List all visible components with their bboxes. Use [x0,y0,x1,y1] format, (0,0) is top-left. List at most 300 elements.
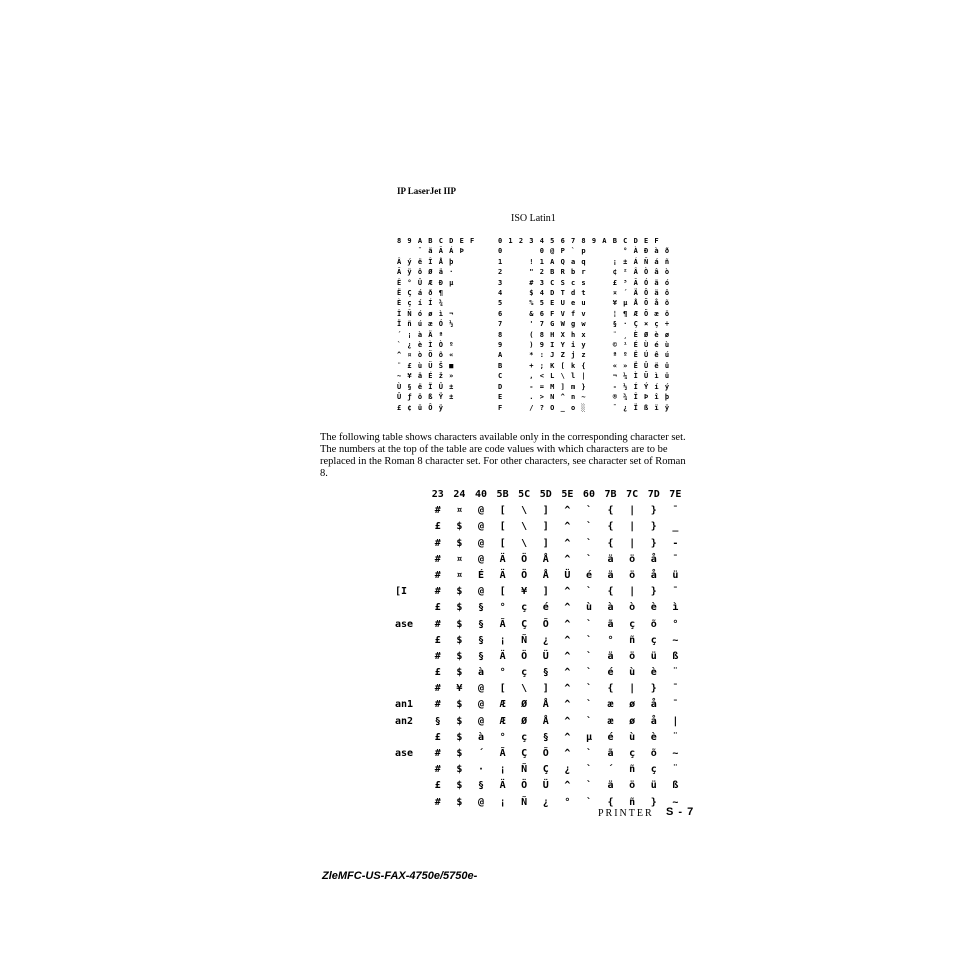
footer-page-number: S - 7 [666,806,695,818]
compare-header-cell: 5C [518,489,531,500]
row-label: ase [395,748,414,759]
left-table-line: 8 9 A B C D E F [397,237,476,245]
compare-cell: @ [477,683,484,695]
compare-cell: ] [542,683,549,695]
compare-cell: é [607,731,614,743]
compare-cell: ç [629,618,636,630]
compare-cell: _ [672,521,679,533]
compare-cell: @ [477,521,484,533]
compare-row [395,633,686,649]
compare-cell: ¿ [542,634,549,646]
compare-cell: ~ [672,634,679,646]
left-table-line: ¨ £ ù Ü Š ■ [397,361,455,370]
compare-row [395,552,686,568]
compare-cell: å [650,699,657,711]
compare-cell: } [650,505,657,517]
row-label [395,730,427,746]
row-label [395,552,427,568]
compare-cell: ç [629,748,636,759]
compare-cell: ¡ [499,796,506,808]
compare-cell: { [607,521,614,533]
compare-cell: \ [521,683,528,695]
compare-cell: ^ [564,699,571,711]
compare-cell: £ [434,602,441,614]
compare-cell: Ñ [521,634,528,646]
compare-cell: å [650,553,657,565]
right-table-line: 2 " 2 B R b r ¢ ² Â Ò â ò [498,268,671,277]
compare-cell: [ [499,521,506,533]
compare-cell: # [434,569,441,581]
footer-section-label: PRINTER [598,808,654,819]
compare-cell: # [434,618,441,630]
right-table-line: 4 $ 4 D T d t ¤ ´ Ä Ô ä ô [498,289,671,298]
compare-cell: Ö [521,780,528,792]
compare-cell: ¨ [672,731,679,743]
compare-row [395,778,686,794]
compare-header-cell: 23 [431,489,444,500]
compare-cell: $ [456,667,463,679]
compare-cell: ~ [672,748,679,759]
compare-header-cell: 7D [647,489,660,500]
compare-cell: $ [456,699,463,711]
compare-cell: $ [456,521,463,533]
compare-cell: ñ [629,796,636,808]
compare-cell: ö [629,569,636,581]
compare-cell: è [650,667,657,679]
compare-row [395,730,686,746]
compare-cell: @ [477,699,484,711]
compare-cell: ` [585,505,592,517]
compare-cell: # [434,537,441,549]
compare-cell: Ø [521,715,528,727]
compare-cell: Å [542,553,549,565]
row-label: an1 [395,699,414,711]
right-table-line: 0 1 2 3 4 5 6 7 8 9 A B C D E F [498,237,660,245]
left-table-line: £ ¢ ü Ô ÿ [397,403,444,412]
compare-cell: à [477,731,484,743]
compare-cell: æ [607,699,614,711]
compare-cell: · [477,764,484,776]
compare-cell: ä [607,780,614,792]
left-table-line: Â ý ë Î Å þ [397,257,455,266]
compare-cell: ^ [564,731,571,743]
right-table-line: B + ; K [ k { « » Ë Û ë û [498,361,671,370]
compare-cell: ¤ [456,553,463,565]
compare-cell: Å [542,715,549,727]
compare-cell: Ñ [521,796,528,808]
compare-cell: # [434,796,441,808]
compare-cell: Å [542,699,549,711]
compare-row [395,762,686,778]
compare-cell: ä [607,650,614,662]
compare-cell: ` [585,650,592,662]
compare-cell: ^ [564,521,571,533]
compare-cell: ° [564,796,571,808]
compare-cell: Ä [499,553,506,565]
compare-cell: ¥ [456,683,463,695]
compare-cell: ¿ [542,796,549,808]
compare-row [395,617,686,633]
compare-cell: ù [629,667,636,679]
compare-cell: ° [499,602,506,614]
compare-cell: ` [585,780,592,792]
compare-cell: § [477,634,484,646]
compare-cell: { [607,796,614,808]
compare-cell: \ [521,521,528,533]
compare-cell: ò [629,602,636,614]
right-table-line: C , < L \ l | ¬ ¼ Ì Ü ì ü [498,372,671,381]
right-character-table [498,236,670,413]
compare-cell: - [672,537,679,549]
compare-cell: ¨ [672,667,679,679]
right-table-line: F / ? O _ o ░ ¯ ¿ Ï ß ï ÿ [498,403,671,412]
left-table-line: ¯ ã Ã Á Þ [397,247,465,256]
compare-cell: | [629,521,636,533]
compare-cell: # [434,553,441,565]
compare-cell: § [477,780,484,792]
left-table-line: Û ƒ ö ß Ÿ ± [397,393,455,402]
compare-cell: ì [672,602,679,614]
compare-cell: ] [542,537,549,549]
compare-cell: ¤ [456,505,463,517]
compare-cell: Ä [499,780,506,792]
left-table-line: ^ ¤ ò Ö õ « [397,351,455,360]
compare-cell: # [434,699,441,711]
compare-cell: ä [607,569,614,581]
compare-row [395,503,686,519]
row-label: ase [395,618,414,630]
right-table-line: E . > N ^ n ~ ® ¾ Î Þ î þ [498,393,671,402]
compare-cell: ^ [564,650,571,662]
compare-cell: ã [607,748,614,759]
compare-cell: ç [650,764,657,776]
compare-cell: ¿ [564,764,571,776]
compare-cell: } [650,796,657,808]
compare-cell: É [477,569,484,581]
compare-cell: | [672,715,679,727]
compare-header-row [395,487,686,503]
compare-cell: ^ [564,715,571,727]
compare-cell: ` [585,537,592,549]
row-label [395,778,427,794]
left-table-line: ´ ¡ à Ä ª [397,330,444,339]
left-table-line: Ê ° Û Æ Ð µ [397,278,455,287]
compare-cell: £ [434,731,441,743]
right-table-line: 9 ) 9 I Y i y © ¹ É Ù é ù [498,341,671,350]
compare-cell: æ [607,715,614,727]
compare-header-cell: 5D [539,489,552,500]
compare-cell: ` [585,796,592,808]
compare-cell: è [650,731,657,743]
compare-cell: ¤ [456,569,463,581]
compare-cell: Å [542,569,549,581]
compare-cell: $ [456,586,463,598]
compare-cell: ö [629,780,636,792]
compare-cell: ß [672,650,679,662]
compare-cell: ^ [564,586,571,598]
compare-cell: ° [499,731,506,743]
compare-cell: § [542,667,549,679]
compare-cell: é [607,667,614,679]
row-label: [I [395,586,408,598]
compare-cell: ^ [564,618,571,630]
compare-cell: Ã [499,748,506,759]
compare-cell: Æ [499,699,506,711]
compare-cell: ^ [564,780,571,792]
row-label [395,536,427,552]
compare-cell: ß [672,780,679,792]
compare-cell: $ [456,650,463,662]
compare-cell: } [650,683,657,695]
compare-cell: | [629,537,636,549]
compare-cell: } [650,521,657,533]
compare-cell: $ [456,602,463,614]
compare-cell: å [650,569,657,581]
compare-cell: § [434,715,441,727]
compare-cell: ã [607,618,614,630]
left-table-line: È ç í Í ¾ [397,299,444,308]
compare-cell: ` [585,699,592,711]
compare-row [395,697,686,713]
right-table-line: 6 & 6 F V f v ¦ ¶ Æ Ö æ ö [498,309,671,318]
row-label [395,568,427,584]
row-label [395,503,427,519]
compare-cell: Ü [564,569,571,581]
row-label [395,519,427,535]
compare-cell: ` [585,553,592,565]
compare-cell: £ [434,780,441,792]
compare-cell: Ö [521,569,528,581]
compare-cell: Õ [542,748,549,759]
compare-cell: ¯ [672,683,679,695]
compare-cell: § [477,602,484,614]
compare-cell: ^ [564,602,571,614]
compare-cell: ] [542,505,549,517]
compare-cell: £ [434,667,441,679]
left-table-line: ` ¿ è Ì Ò º [397,341,455,350]
compare-cell: § [477,650,484,662]
compare-cell: ç [521,731,528,743]
compare-cell: Ö [521,553,528,565]
compare-cell: ù [585,602,592,614]
compare-cell: § [477,618,484,630]
compare-cell: ñ [629,764,636,776]
compare-cell: Ç [542,764,549,776]
row-label [395,762,427,778]
compare-cell: ` [585,618,592,630]
row-label [395,649,427,665]
compare-cell: ç [650,634,657,646]
compare-cell: ` [585,667,592,679]
compare-cell: Ç [521,748,528,759]
compare-cell: # [434,683,441,695]
compare-cell: $ [456,618,463,630]
compare-cell: ç [521,667,528,679]
compare-cell: # [434,505,441,517]
compare-cell: \ [521,505,528,517]
compare-cell: | [629,505,636,517]
compare-row [395,584,686,600]
compare-cell: # [434,748,441,759]
compare-cell: ç [521,602,528,614]
compare-header-cell: 40 [474,489,487,500]
compare-header-cell: 7B [604,489,617,500]
compare-row [395,649,686,665]
compare-cell: { [607,586,614,598]
compare-cell: ¨ [672,764,679,776]
compare-cell: ` [585,715,592,727]
left-table-line: ~ ¥ ä É ž » [397,372,455,381]
compare-cell: @ [477,553,484,565]
right-table-line: 5 % 5 E U e u ¥ µ Å Õ å õ [498,299,671,308]
compare-cell: ^ [564,553,571,565]
compare-cell: ^ [564,748,571,759]
compare-cell: ´ [477,748,484,759]
compare-cell: [ [499,586,506,598]
compare-cell: ` [585,586,592,598]
left-table-line: Ù § ë Ï Û ± [397,382,455,391]
compare-cell: $ [456,715,463,727]
compare-cell: @ [477,715,484,727]
compare-cell: ^ [564,634,571,646]
compare-cell: £ [434,521,441,533]
compare-cell: é [585,569,592,581]
left-table-line: Ë Ç á ð ¶ [397,289,444,298]
compare-cell: [ [499,505,506,517]
compare-header-cell: 5B [496,489,509,500]
compare-cell: @ [477,586,484,598]
compare-cell: Ä [499,569,506,581]
compare-cell: £ [434,634,441,646]
compare-cell: õ [650,618,657,630]
compare-cell: ´ [607,764,614,776]
compare-cell: ° [672,618,679,630]
compare-cell: } [650,586,657,598]
compare-cell: $ [456,537,463,549]
compare-cell: Ü [542,780,549,792]
right-table-line: 3 # 3 C S c s £ ³ Ã Ó ã ó [498,278,671,287]
compare-cell: ` [585,634,592,646]
compare-row [395,600,686,616]
right-table-line: A * : J Z j z ª º Ê Ú ê ú [498,351,671,360]
document-id: ZleMFC-US-FAX-4750e/5750e- [322,870,478,882]
compare-cell: ^ [564,505,571,517]
compare-cell: ø [629,699,636,711]
compare-cell: ¯ [672,699,679,711]
left-table-line: Ã ÿ ô Ø ä · [397,268,455,277]
row-label: an2 [395,715,414,727]
compare-cell: ø [629,715,636,727]
compare-cell: ö [629,553,636,565]
compare-cell: { [607,505,614,517]
compare-cell: ` [585,748,592,759]
compare-cell: à [477,667,484,679]
description-paragraph: The following table shows characters available only in the corresponding character set. The numbers at the top of the table are code values with which characters are to be replaced in the Roman 8 character set. For other characters, see character set of Roman 8. [320,432,686,479]
compare-cell: õ [650,748,657,759]
row-label [395,600,427,616]
compare-cell: [ [499,683,506,695]
left-character-table [397,236,475,413]
compare-cell: ¡ [499,764,506,776]
compare-cell: ] [542,586,549,598]
compare-cell: Ø [521,699,528,711]
compare-cell: ~ [672,796,679,808]
compare-cell: $ [456,731,463,743]
compare-row [395,714,686,730]
right-table-line: D - = M ] m } - ½ Í Ý í ý [498,382,671,391]
compare-header-cell: 7C [626,489,639,500]
compare-cell: Ã [499,618,506,630]
compare-cell: ° [607,634,614,646]
compare-cell: [ [499,537,506,549]
compare-cell: Õ [542,618,549,630]
compare-cell: ù [629,731,636,743]
compare-cell: ^ [564,667,571,679]
compare-cell: ^ [564,683,571,695]
compare-cell: ö [629,650,636,662]
right-table-line: 0 0 @ P ` p ° À Ð à ð [498,247,671,256]
replacement-character-table [395,487,686,811]
row-label [395,795,427,811]
compare-cell: ] [542,521,549,533]
compare-header-cell: 24 [453,489,466,500]
compare-cell: ¡ [499,634,506,646]
compare-cell: ñ [629,634,636,646]
page-header-title: IP LaserJet IIP [397,186,456,196]
compare-cell: @ [477,796,484,808]
compare-cell: Ä [499,650,506,662]
compare-cell: ^ [564,537,571,549]
compare-cell: @ [477,505,484,517]
compare-row [395,519,686,535]
compare-cell: { [607,683,614,695]
left-table-line: Î Ñ ó ø ì ¬ [397,309,455,318]
compare-cell: ` [585,521,592,533]
left-table-line: Ï ñ ú æ Ó ½ [397,320,455,329]
compare-cell: Ñ [521,764,528,776]
compare-cell: Ü [542,650,549,662]
compare-header-cell: 5E [561,489,574,500]
compare-cell: { [607,537,614,549]
compare-header-cell: 7E [669,489,682,500]
compare-cell: å [650,715,657,727]
compare-cell: @ [477,537,484,549]
compare-cell: | [629,683,636,695]
compare-cell: \ [521,537,528,549]
compare-cell: | [629,586,636,598]
compare-cell: ü [650,780,657,792]
compare-cell: ü [650,650,657,662]
row-label [395,665,427,681]
compare-cell: # [434,764,441,776]
right-table-line: 7 ' 7 G W g w § · Ç × ç ÷ [498,320,671,329]
compare-cell: $ [456,748,463,759]
compare-row [395,746,686,762]
compare-cell: $ [456,764,463,776]
compare-header-cell: 60 [582,489,595,500]
compare-row [395,681,686,697]
compare-cell: ` [585,764,592,776]
compare-cell: Ç [521,618,528,630]
compare-cell: ¯ [672,586,679,598]
row-label [395,487,427,503]
compare-cell: è [650,602,657,614]
charset-name: ISO Latin1 [511,213,556,224]
compare-row [395,536,686,552]
compare-row [395,665,686,681]
row-label [395,681,427,697]
compare-cell: ¯ [672,553,679,565]
